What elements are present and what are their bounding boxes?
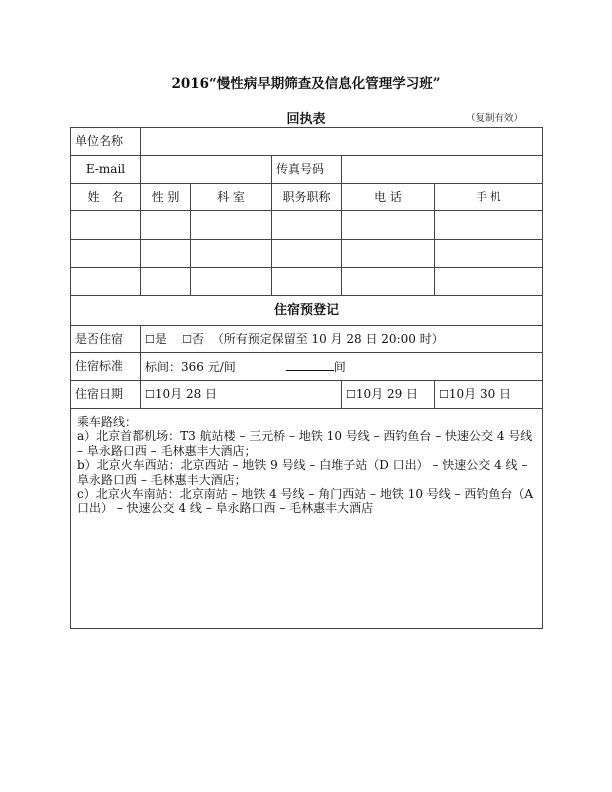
fax-field[interactable] — [342, 156, 543, 184]
attendee-title-cell[interactable] — [272, 268, 342, 296]
attendee-header-row — [71, 184, 543, 211]
stay-no-checkbox[interactable]: ☐ — [182, 332, 193, 346]
attendee-department-cell[interactable] — [191, 268, 272, 296]
attendee-gender-cell[interactable] — [141, 211, 191, 240]
unit-name-label: 单位名称 — [71, 128, 141, 156]
email-label: E-mail — [71, 156, 141, 184]
stay-yes-checkbox[interactable]: ☐ — [145, 332, 155, 346]
routes-section — [71, 409, 543, 629]
date-option-2[interactable] — [342, 381, 435, 409]
unit-name-field[interactable] — [141, 128, 543, 156]
attendee-name-cell[interactable] — [71, 240, 141, 268]
column-header-title: 职务职称 — [272, 184, 342, 211]
attendee-name-cell[interactable] — [71, 211, 141, 240]
date-option-1[interactable] — [141, 381, 342, 409]
attendee-mobile-cell[interactable] — [435, 268, 543, 296]
date-checkbox[interactable]: ☐ — [346, 388, 356, 402]
attendee-row — [71, 268, 543, 296]
stay-note: （所有预定保留至 10 月 28 日 20:00 时） — [211, 331, 444, 346]
attendee-mobile-cell[interactable] — [435, 211, 543, 240]
lodging-section-header: 住宿预登记 — [71, 296, 543, 326]
standard-options — [141, 353, 543, 381]
attendee-department-cell[interactable] — [191, 240, 272, 268]
copy-valid-note: （复制有效） — [466, 113, 524, 124]
stay-yes-label: 是 — [154, 331, 167, 346]
attendee-phone-cell[interactable] — [342, 240, 435, 268]
fax-label: 传真号码 — [272, 156, 342, 184]
route-south-station: c）北京火车南站：北京南站 – 地铁 4 号线 – 角门西站 – 地铁 10 号线 – 西钓鱼台（A 口出） – 快速公交 4 线 – 阜永路口西 – 毛林惠丰大酒店 — [77, 486, 534, 516]
attendee-name-cell[interactable] — [71, 268, 141, 296]
room-count-field[interactable] — [286, 358, 334, 371]
date-checkbox[interactable]: ☐ — [145, 388, 155, 402]
attendee-mobile-cell[interactable] — [435, 240, 543, 268]
standard-label: 住宿标准 — [71, 353, 141, 381]
room-count-unit: 间 — [333, 360, 346, 375]
attendee-title-cell[interactable] — [272, 240, 342, 268]
email-field[interactable] — [141, 156, 272, 184]
stay-no-label: 否 — [192, 331, 205, 346]
column-header-name: 姓 名 — [71, 184, 141, 211]
attendee-department-cell[interactable] — [191, 211, 272, 240]
attendee-row — [71, 240, 543, 268]
date-option-label: 10月 30 日 — [448, 387, 512, 402]
column-header-department: 科 室 — [191, 184, 272, 211]
attendee-phone-cell[interactable] — [342, 211, 435, 240]
date-option-label: 10月 29 日 — [355, 387, 419, 402]
form-subtitle: 回执表 — [286, 112, 326, 127]
attendee-phone-cell[interactable] — [342, 268, 435, 296]
route-airport: a）北京首都机场：T3 航站楼 – 三元桥 – 地铁 10 号线 – 西钓鱼台 – 快速公交 4 号线 – 阜永路口西 – 毛林惠丰大酒店； — [77, 429, 533, 458]
registration-form — [70, 127, 543, 629]
attendee-gender-cell[interactable] — [141, 240, 191, 268]
attendee-title-cell[interactable] — [272, 211, 342, 240]
column-header-phone: 电 话 — [342, 184, 435, 211]
date-checkbox[interactable]: ☐ — [439, 388, 449, 402]
standard-room-price: 标间：366 元/间 — [145, 360, 236, 375]
date-option-label: 10月 28 日 — [154, 387, 218, 402]
document-title: 2016“慢性病早期筛查及信息化管理学习班” — [171, 76, 441, 92]
date-option-3[interactable] — [435, 381, 543, 409]
stay-options — [141, 326, 543, 353]
stay-label: 是否住宿 — [71, 326, 141, 353]
route-west-station: b）北京火车西站：北京西站 – 地铁 9 号线 – 白堆子站（D 口出） – 快速公交 4 线 – 阜永路口西 – 毛林惠丰大酒店； — [77, 458, 528, 487]
attendee-gender-cell[interactable] — [141, 268, 191, 296]
date-label: 住宿日期 — [71, 381, 141, 409]
attendee-row — [71, 211, 543, 240]
column-header-mobile: 手 机 — [435, 184, 543, 211]
column-header-gender: 性 别 — [141, 184, 191, 211]
routes-title: 乘车路线： — [77, 415, 138, 429]
